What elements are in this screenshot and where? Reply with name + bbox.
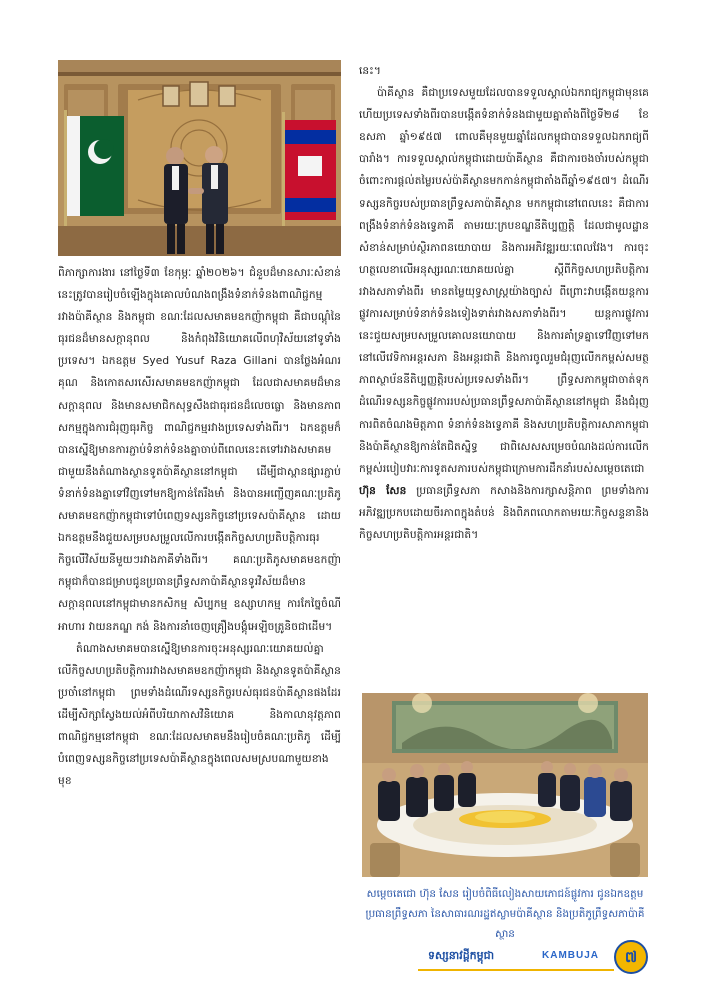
banquet-photo xyxy=(362,693,648,877)
banquet-photo-illustration xyxy=(362,693,648,877)
right-paragraph-2-text: ប៉ាគីស្ថាន គឺជាប្រទេសមួយដែលបានទទួលស្គាល់ឯករាជ្យកម្ពុជាមុនគេ ហើយប្រទេសទាំងពីរបានបង្កើតទំនាក់ទំនងជាមួយគ្នាតាំងពីថ្ងៃទី២៨ ខែឧសភា ឆ្នាំ១៩៥៧ ពោលគឺមុនមួយឆ្នាំដែលកម្ពុជាបានទទួលឯករាជ្យពីបារាំង។ ការទទួលស្គាល់កម្ពុជាដោយប៉ាគីស្ថាន គឺជាការចងចាំរបស់កម្ពុជា ចំពោះការផ្ដល់តម្លៃរបស់ប៉ាគីស្ថានមកកាន់កម្ពុជាតាំងពីឆ្នាំ១៩៥៧។ ដំណើរទស្សនកិច្ចរបស់ប្រធានព្រឹទ្ធសភាប៉ាគីស្ថាន មកកម្ពុជានៅពេលនេះ គឺជាការពង្រឹងទំនាក់ទំនងទ្វេភាគី តាមរយៈក្របខណ្ឌនីតិប្បញ្ញត្តិ ដែលជាមូលដ្ឋានសំខាន់សម្រាប់ស្ថិរភាពនយោបាយ និងការអភិវឌ្ឍរយៈពេលវែង។ ការចុះហត្ថលេខាលើអនុស្សរណៈយោគយល់គ្នា ស្ដីពីកិច្ចសហប្រតិបត្តិការរវាងសភាទាំងពីរ មានតម្លៃយុទ្ធសាស្ត្រយ៉ាងច្បាស់ ពីព្រោះវាបង្កើតយន្តការផ្លូវការសម្រាប់ទំនាក់ទំនងទៀងទាត់រវាងសភាទាំងពីរ។ យន្តការផ្លូវការនេះជួយសម្របសម្រួលគោលនយោបាយ និងការគាំទ្រគ្នាទៅវិញទៅមកនៅលើវេទិកាអន្តរសភា និងអន្តរជាតិ និងការចូលរួមជំរុញលើកកម្ពស់សមត្ថភាពស្ថាប័ននីតិប្បញ្ញត្តិរបស់ប្រទេសទាំងពីរ។ ព្រឹទ្ធសភាកម្ពុជាចាត់ទុកដំណើរទស្សនកិច្ចផ្លូវការរបស់ប្រធានព្រឹទ្ធសភាប៉ាគីស្ថាននៅកម្ពុជា នឹងជំរុញការពិតចំណងមិត្តភាព ទំនាក់ទំនងទ្វេភាគី និងសហប្រតិបត្តិការសាភាកម្ពុជា និងប៉ាគីស្ថានឱ្យកាន់តែជិតស្និទ្ធ ជាពិសេសសម្រេចបំណងដល់ការលើកកម្ពស់របៀបវារៈការទូតសភារបស់កម្ពុជាក្រោមការដឹកនាំរបស់សម្ដេចតេជោ xyxy=(359,87,649,475)
photo-caption: សម្ដេចតេជោ ហ៊ុន សែន រៀបចំពិធីលៀងសាយភោជន៍ផ្លូវការ ជូនឯកឧត្ដម ប្រធានព្រឹទ្ធសភា នៃសាធារណរដ្ឋឥស្លាមប៉ាគីស្ថាន និងប្រតិភូព្រឹទ្ធសភាប៉ាគីស្ថាន xyxy=(365,888,645,940)
right-paragraph-2-continued: ប្រធានព្រឹទ្ធសភា កសាងនិងការក្សាសន្តិភាព ព្រមទាំងការអភិវឌ្ឍប្រកបដោយចីរភាពក្នុងតំបន់ និងពិភពលោកតាមរយៈកិច្ចសន្ទនានិងកិច្ចសហប្រតិបត្តិការអន្តរជាតិ។ xyxy=(359,484,649,541)
meeting-photo-illustration xyxy=(58,60,341,256)
magazine-title: ទស្សនាវដ្ដីកម្ពុជា xyxy=(428,949,495,962)
page-footer xyxy=(410,940,670,980)
highlighted-name: ហ៊ុន សែន xyxy=(359,484,407,497)
left-paragraph-2: តំណាងសមាគមបានស្នើឱ្យមានការចុះអនុស្សរណៈយោគយល់គ្នាលើកិច្ចសហប្រតិបត្តិការរវាងសមាគមឧកញ៉ាកម្ពុជា និងស្ថានទូតប៉ាគីស្ថានប្រចាំនៅកម្ពុជា ព្រមទាំងដំណើរទស្សនកិច្ចរបស់ធុរជនប៉ាគីស្ថានផងដែរ ដើម្បីសិក្សាស្វែងយល់អំពីបរិយាកាសវិនិយោគ និងកាលានុវត្តភាពពាណិជ្ជកម្មនៅកម្ពុជា ខណៈដែលសមាគមនឹងរៀបចំគណៈប្រតិភូ ដើម្បីបំពេញទស្សនកិច្ចនៅប្រទេសប៉ាគីស្ថានក្នុងពេលសមស្របណាមួយខាងមុខ xyxy=(58,642,341,788)
footer-divider xyxy=(418,969,614,971)
left-column xyxy=(58,262,341,917)
right-paragraph-2 xyxy=(359,82,649,546)
left-paragraph-1: ពិភាក្សាការងារ នៅថ្ងៃទី៣ ខែកុម្ភៈ ឆ្នាំ២០២៦។ ជំនួបដ៏មានសារៈសំខាន់នេះត្រូវបានរៀបចំឡើងក្នុងគោលបំណងពង្រឹងទំនាក់ទំនងពាណិជ្ជកម្មរវាងប៉ាគីស្ថាន និងកម្ពុជា ខណៈដែលសមាគមឧកញ៉ាកម្ពុជា គឺជាបណ្ដុំនៃធុរជនដ៏មានសក្ដានុពល និងកំពុងវិនិយោគលើពហុវិស័យនៅទូទាំងប្រទេស។ ឯកឧត្ដម Syed Yusuf Raza Gillani បានថ្លែងអំណរគុណ និងកោតសរសើរសមាគមឧកញ៉ាកម្ពុជា ដែលជាសមាគមដ៏មានសក្ដានុពល និងមានសមាជិកសុទ្ធសឹងជាធុរជនដ៏លេចធ្លោ និងមានភាពសកម្មក្នុងការជំរុញធុរកិច្ច ពាណិជ្ជកម្មរវាងប្រទេសទាំងពីរ។ ឯកឧត្ដមក៏បានស្នើឱ្យមានការភ្ជាប់ទំនាក់ទំនងគ្នាចាប់ពីពេលនេះតទៅរវាងសមាគមជាមួយនឹងតំណាងស្ថានទូតប៉ាគីស្ថាននៅកម្ពុជា ដើម្បីជាស្ពានផ្សារភ្ជាប់ទំនាក់ទំនងគ្នាទៅវិញទៅមកឱ្យកាន់តែរឹងមាំ និងបានអញ្ជើញគណៈប្រតិភូសមាគមឧកញ៉ាកម្ពុជាទៅបំពេញទស្សនកិច្ចនៅប្រទេសប៉ាគីស្ថាន ដោយឯកឧត្ដមនឹងជួយសម្របសម្រួលលើការបង្កើតកិច្ចសហប្រតិបត្តិការធុរកិច្ចលើវិស័យនីមួយៗរវាងភាគីទាំងពីរ។ គណៈប្រតិភូសមាគមឧកញ៉ាកម្ពុជាក៏បានជម្រាបជូនប្រធានព្រឹទ្ធសភាប៉ាគីស្ថានទូរវិស័យដ៏មានសក្ដានុពលនៅកម្ពុជាមានកសិកម្ម សិប្បកម្ម ឧស្សាហកម្ម ការកែច្នៃចំណីអាហារ វាយនភណ្ឌ កង់ និងការនាំចេញគ្រឿងបង្គុំអេឡិចត្រូនិចជាដើម។ xyxy=(58,267,341,633)
right-column xyxy=(359,60,649,678)
meeting-photo xyxy=(58,60,341,256)
page-number: ៧ xyxy=(614,940,648,974)
right-paragraph-1: នេះ។ xyxy=(359,65,381,77)
magazine-brand: KAMBUJA xyxy=(542,950,599,961)
